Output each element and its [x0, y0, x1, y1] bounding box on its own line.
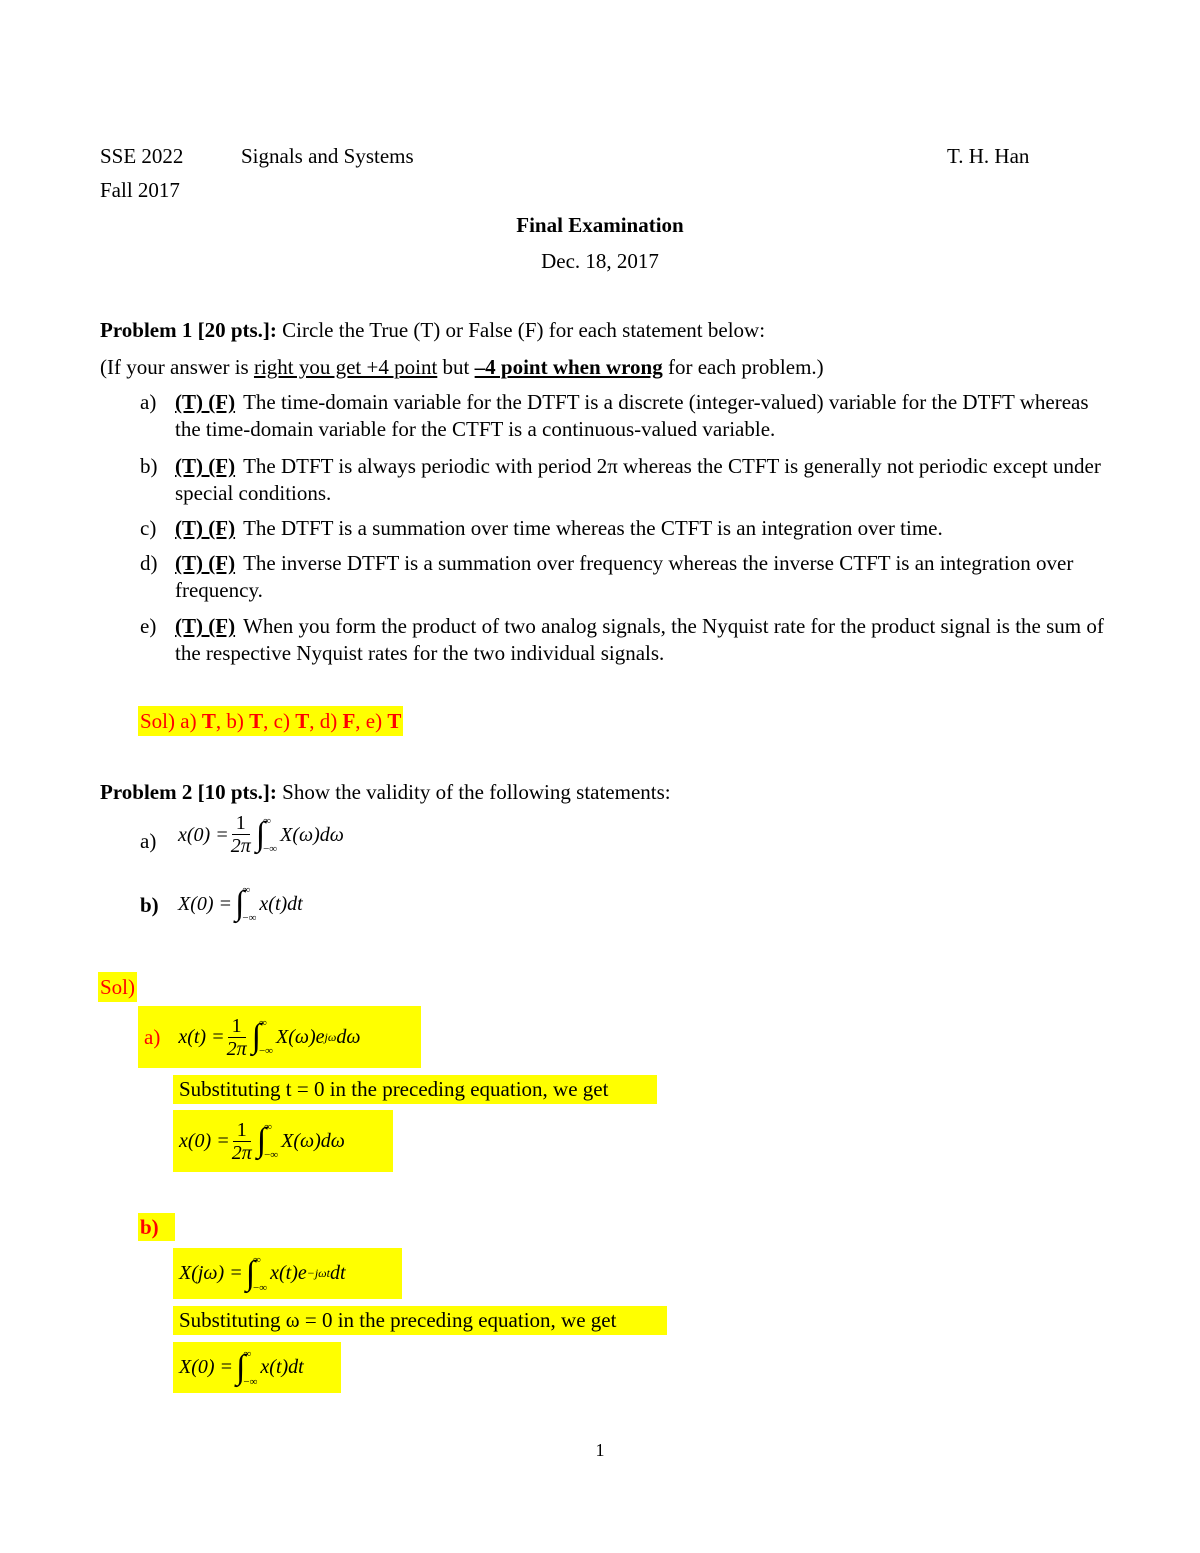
- equation: [179, 1254, 346, 1294]
- solution-b-box: [173, 1248, 402, 1299]
- lower-limit: −∞: [264, 1149, 279, 1161]
- answer-value: T: [201, 709, 216, 733]
- equation-lhs: X(0) =: [178, 893, 233, 915]
- instructor: T. H. Han: [947, 144, 1030, 168]
- equation: [178, 884, 303, 924]
- result-equation: [179, 1348, 304, 1388]
- differential: dt: [329, 1262, 346, 1284]
- problem1-heading: Problem 1 [20 pts.]:: [100, 318, 277, 342]
- note-pre: (If your answer is: [100, 355, 254, 379]
- problem1-instruction: Circle the True (T) or False (F) for each statement below:: [276, 318, 766, 342]
- statement-label: b): [140, 893, 159, 917]
- fraction-denominator: 2π: [230, 835, 251, 857]
- fraction: [232, 1119, 252, 1164]
- equation-lhs: X(0) =: [179, 1356, 234, 1378]
- problem1-solution: Sol) a) T, b) T, c) T, d) F, e) T: [138, 706, 403, 736]
- answer-value: F: [342, 709, 356, 733]
- integral: [235, 884, 256, 924]
- solution-label: Sol): [98, 972, 137, 1002]
- lower-limit: −∞: [243, 1375, 258, 1388]
- upper-limit: ∞: [242, 884, 251, 896]
- statement-label: a): [140, 829, 157, 853]
- note-mid: but: [437, 355, 475, 379]
- answer-value: T: [387, 709, 402, 733]
- note-post: for each problem.): [662, 355, 824, 379]
- solution-part-label: b): [138, 1213, 175, 1241]
- course-name: Signals and Systems: [241, 144, 414, 168]
- note-right: right you get +4 point: [253, 355, 438, 379]
- integral-limits: [264, 1121, 278, 1161]
- item-text: The DTFT is a summation over time whereas the CTFT is an integration over time.: [243, 516, 943, 540]
- statement-b-equation: [178, 884, 303, 924]
- problem2-heading: Problem 2 [10 pts.]:: [100, 780, 277, 804]
- item-body: [175, 453, 1105, 506]
- integrand: X(ω)dω: [281, 1129, 345, 1152]
- item-body: [175, 389, 1105, 442]
- item-body: [175, 550, 1105, 603]
- inverse-ctft-equation: [178, 1015, 360, 1060]
- fraction-denominator: 2π: [226, 1037, 247, 1060]
- equation: [178, 812, 344, 857]
- solution-a-box: [138, 1006, 421, 1068]
- lower-limit: −∞: [253, 1281, 268, 1294]
- integral-sign-icon: ∫: [255, 815, 266, 853]
- answer-value: T: [295, 709, 310, 733]
- integral: [257, 1121, 278, 1161]
- item-label: e): [140, 614, 157, 638]
- substitution-text: Substituting ω = 0 in the preceding equation, we get: [173, 1306, 667, 1335]
- equation-lhs: X(jω) =: [179, 1262, 243, 1284]
- integral-sign-icon: ∫: [256, 1122, 267, 1159]
- upper-limit: ∞: [253, 1253, 261, 1266]
- true-false-choice[interactable]: (T) (F): [175, 516, 236, 540]
- integral: [236, 1348, 257, 1388]
- ctft-equation: [179, 1254, 346, 1294]
- true-false-choice[interactable]: (T) (F): [175, 551, 236, 575]
- lower-limit: −∞: [258, 1045, 273, 1057]
- substitution-text: Substituting t = 0 in the preceding equation, we get: [173, 1075, 657, 1104]
- exam-date: Dec. 18, 2017: [541, 249, 659, 273]
- true-false-choice[interactable]: (T) (F): [175, 454, 236, 478]
- upper-limit: ∞: [263, 814, 271, 827]
- problem2-instruction: Show the validity of the following statements:: [276, 780, 671, 804]
- integral-limits: [253, 1254, 267, 1294]
- note-wrong: –4 point when wrong: [474, 355, 663, 379]
- item-label: d): [140, 551, 158, 575]
- integral-limits: [243, 1348, 257, 1388]
- integral-sign-icon: ∫: [236, 1348, 246, 1386]
- equation: [179, 1348, 304, 1388]
- result-equation: [179, 1119, 345, 1164]
- integrand: X(ω)dω: [280, 823, 344, 846]
- item-text: The inverse DTFT is a summation over frequency whereas the inverse CTFT is an integration over frequency.: [175, 551, 1074, 602]
- answer-label: a): [180, 709, 202, 733]
- integral: [246, 1254, 267, 1294]
- fraction-numerator: 1: [233, 1119, 251, 1142]
- integrand: x(t)dt: [259, 893, 303, 915]
- item-label: c): [140, 516, 157, 540]
- answer-label: b): [226, 709, 250, 733]
- lower-limit: −∞: [263, 842, 278, 855]
- upper-limit: ∞: [258, 1017, 267, 1029]
- integral-limits: [263, 815, 277, 855]
- integral: [252, 1017, 273, 1057]
- exam-title: Final Examination: [516, 213, 684, 237]
- answer-label: c): [273, 709, 296, 733]
- upper-limit: ∞: [264, 1121, 272, 1133]
- problem1-heading-line: [100, 317, 765, 343]
- integral-limits: [242, 884, 256, 924]
- course-code: SSE 2022: [100, 144, 184, 168]
- integrand: X(ω)e: [275, 1025, 325, 1048]
- fraction: [231, 812, 251, 857]
- lower-limit: −∞: [242, 912, 257, 924]
- equation-lhs: x(t) =: [178, 1025, 225, 1048]
- integral-limits: [259, 1017, 273, 1057]
- page-number: 1: [595, 1440, 605, 1460]
- answer-label: e): [365, 709, 388, 733]
- item-label: b): [140, 454, 158, 478]
- problem2-heading-line: [100, 779, 671, 805]
- solution-prefix: Sol): [140, 709, 181, 733]
- statement-a-equation: [178, 812, 344, 857]
- item-text: The DTFT is always periodic with period 2π whereas the CTFT is generally not periodic except under special conditions.: [175, 454, 1101, 505]
- integrand: x(t)dt: [260, 1356, 304, 1378]
- exponent: jω: [324, 1029, 337, 1044]
- integrand: x(t)e: [270, 1262, 307, 1284]
- integral: [256, 815, 277, 855]
- item-body: [175, 515, 1105, 542]
- integral-sign-icon: ∫: [235, 885, 245, 922]
- answer-label: d): [319, 709, 343, 733]
- item-text: When you form the product of two analog signals, the Nyquist rate for the product signal is the sum of the respective Nyquist rates for the two individual signals.: [175, 614, 1104, 665]
- item-text: The time-domain variable for the DTFT is a discrete (integer-valued) variable for the DTFT whereas the time-domain variable for the CTFT is a continuous-valued variable.: [175, 390, 1089, 441]
- upper-limit: ∞: [243, 1347, 252, 1360]
- exponent: −jωt: [306, 1266, 330, 1280]
- integral-sign-icon: ∫: [251, 1018, 261, 1055]
- answer-value: T: [249, 709, 264, 733]
- problem1-note: [100, 354, 824, 380]
- solution-b-result-box: [173, 1342, 341, 1393]
- differential: dω: [336, 1025, 361, 1048]
- solution-part-label: a): [144, 1024, 161, 1049]
- fraction: [227, 1015, 247, 1060]
- fraction-numerator: 1: [232, 812, 250, 835]
- true-false-choice[interactable]: (T) (F): [175, 390, 236, 414]
- term: Fall 2017: [100, 178, 180, 202]
- item-label: a): [140, 390, 157, 414]
- fraction-denominator: 2π: [231, 1141, 252, 1164]
- equation: [179, 1119, 345, 1164]
- fraction-numerator: 1: [228, 1015, 246, 1038]
- solution-a-result-box: [173, 1110, 393, 1172]
- item-body: [175, 613, 1105, 666]
- equation: [178, 1015, 360, 1060]
- equation-lhs: x(0) =: [178, 823, 229, 846]
- equation-lhs: x(0) =: [179, 1129, 230, 1152]
- integral-sign-icon: ∫: [245, 1254, 256, 1292]
- true-false-choice[interactable]: (T) (F): [175, 614, 236, 638]
